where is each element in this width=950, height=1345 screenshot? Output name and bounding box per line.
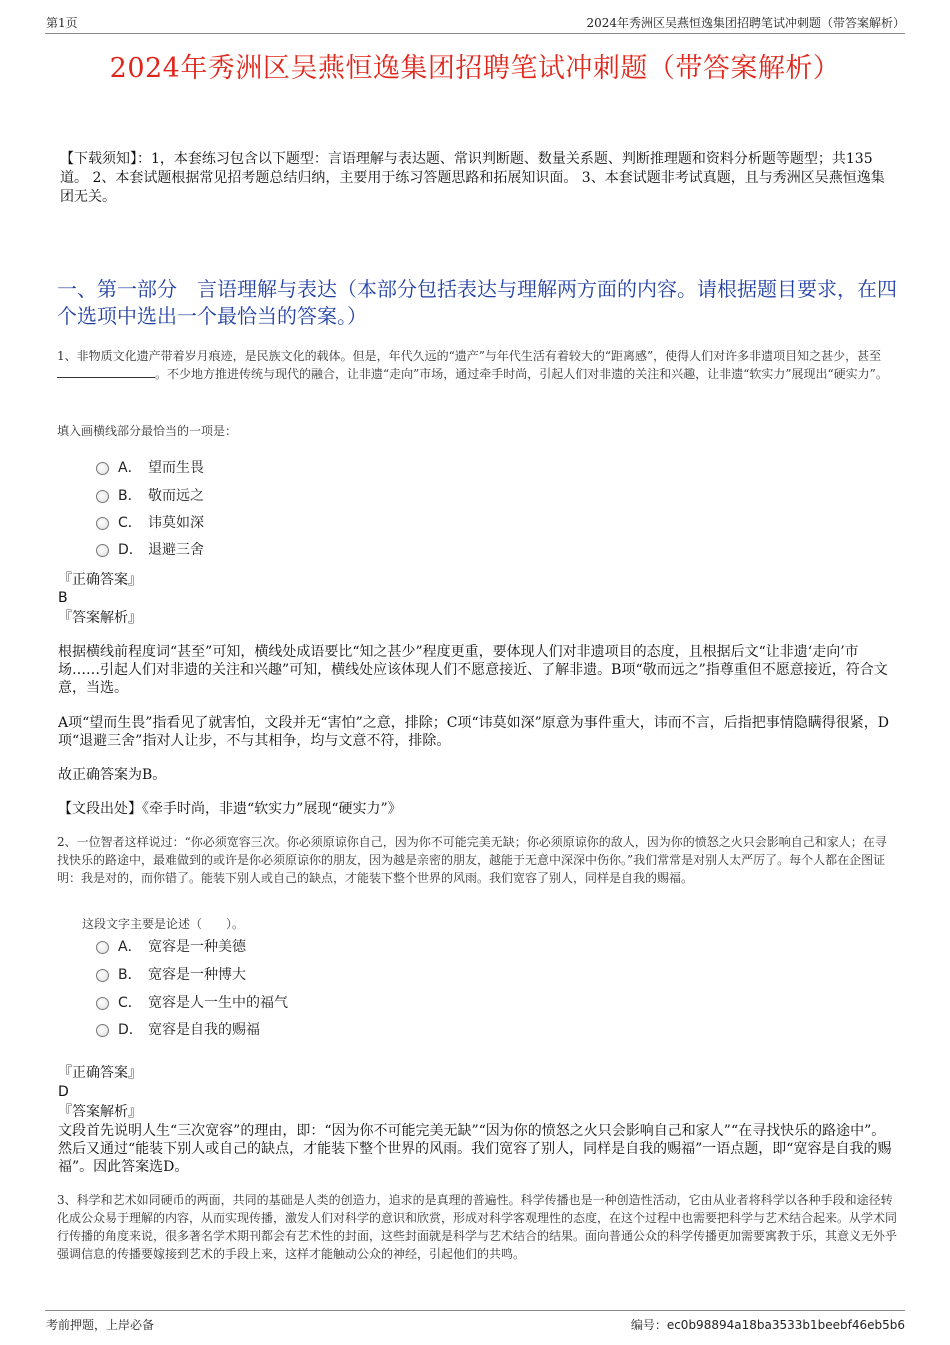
question-2-analysis: 文段首先说明人生“三次宽容”的理由，即：“因为你不可能完美无缺”“因为你的愤怒之火只会影响自己和家人”“在寻找快乐的路途中”。然后又通过“能装下别人或自己的缺点，才能装下整个世界的风雨。我们宽容了别人，同样是自我的赐福”一语点题，即“宽容是自我的赐福”。因此答案选D。: [58, 1123, 892, 1175]
option-text: 讳莫如深: [148, 515, 204, 531]
radio-icon[interactable]: [96, 941, 109, 954]
question-1-stem: [57, 347, 897, 383]
question-3-stem: 3、科学和艺术如同硬币的两面，共同的基础是人类的创造力，追求的是真理的普遍性。科学传播也是一种创造性活动，它由从业者将科学以各种手段和途径转化成公众易于理解的内容，从而实现传播，激发人们对科学的意识和欣赏，形成对科学客观理性的态度，在这个过程中也需要把科学与艺术结合起来。从学术同行传播的角度来说，很多著名学术期刊都会有艺术性的封面，这些封面就是科学与艺术结合的结果。面向普通公众的科学传播更加需要寓教于乐，其意义无外乎强调信息的传播要嫁接到艺术的手段上来，这样才能触动公众的神经，引起他们的共鸣。: [57, 1193, 898, 1261]
question-2-option-a[interactable]: [96, 936, 246, 956]
question-1-answer: B: [58, 590, 68, 606]
radio-icon[interactable]: [96, 517, 109, 530]
question-1-analysis-paragraph: 根据横线前程度词“甚至”可知，横线处成语要比“知之甚少”程度更重，要体现人们对非遗项目的态度，且根据后文“让非遗‘走向’市场……引起人们对非遗的关注和兴趣”可知，横线处应该体现人们不愿意接近、了解非遗。B项“敬而远之”指尊重但不愿意接近，符合文意，当选。: [58, 644, 888, 696]
question-2-answer-label: 『正确答案』: [58, 1065, 142, 1081]
option-letter: A．: [118, 460, 142, 476]
footer-divider: [45, 1310, 905, 1311]
question-2-option-b[interactable]: [96, 964, 246, 984]
option-letter: B．: [118, 967, 142, 983]
header-divider: [45, 33, 905, 34]
footer-code-label: 编号：: [630, 1318, 667, 1332]
option-letter: C．: [118, 515, 142, 531]
question-2-stem: 2、一位智者这样说过：“你必须宽容三次。你必须原谅你自己，因为你不可能完美无缺；你必须原谅你的敌人，因为你的愤怒之火只会影响自己和家人；在寻找快乐的路途中，最难做到的或许是你必须原谅你的朋友，因为越是亲密的朋友，越能于无意中深深中伤你。”我们常常是对别人太严厉了。每个人都在企图证明：我是对的，而你错了。能装下别人或自己的缺点，才能装下整个世界的风雨。我们宽容了别人，同样是自我的赐福。: [57, 835, 887, 885]
option-text: 望而生畏: [148, 460, 204, 476]
footer-code: [631, 1316, 905, 1333]
question-1-stem-part-b: 。不少地方推进传统与现代的融合，让非遗“走向”市场，通过牵手时尚，引起人们对非遗的关注和兴趣，让非遗“软实力”展现出“硬实力”。: [155, 367, 888, 381]
option-text: 宽容是人一生中的福气: [148, 995, 288, 1011]
option-letter: D．: [118, 542, 143, 558]
question-2-prompt: 这段文字主要是论述（ ）。: [82, 917, 245, 931]
section-heading: 一、第一部分 言语理解与表达（本部分包括表达与理解两方面的内容。请根据题目要求，在四个选项中选出一个最恰当的答案。）: [57, 277, 897, 328]
option-letter: D．: [118, 1022, 143, 1038]
radio-icon[interactable]: [96, 969, 109, 982]
radio-icon[interactable]: [96, 1024, 109, 1037]
option-text: 宽容是自我的赐福: [148, 1022, 260, 1038]
fill-blank: [57, 367, 155, 378]
page-title: 2024年秀洲区吴燕恒逸集团招聘笔试冲刺题（带答案解析）: [109, 53, 841, 84]
radio-icon[interactable]: [96, 997, 109, 1010]
question-2-analysis-label: 『答案解析』: [58, 1104, 142, 1120]
download-notice: 【下载须知】：1，本套练习包含以下题型：言语理解与表达题、常识判断题、数量关系题、判断推理题和资料分析题等题型；共135道。 2、本套试题根据常见招考题总结归纳，主要用于练习答题思路和拓展知识面。 3、本套试题非考试真题，且与秀洲区吴燕恒逸集团无关。: [60, 151, 885, 205]
option-text: 退避三舍: [148, 542, 204, 558]
option-letter: C．: [118, 995, 142, 1011]
question-1-answer-label: 『正确答案』: [58, 572, 142, 588]
question-1-analysis-paragraph: A项“望而生畏”指看见了就害怕，文段并无“害怕”之意，排除；C项“讳莫如深”原意为事件重大，讳而不言，后指把事情隐瞒得很紧，D项“退避三舍”指对人让步，不与其相争，均与文意不符，排除。: [58, 715, 889, 749]
question-1-option-a[interactable]: [96, 457, 204, 477]
option-letter: A．: [118, 939, 142, 955]
question-1-conclusion: 故正确答案为B。: [58, 767, 167, 783]
option-text: 敬而远之: [148, 488, 204, 504]
footer-code-value: ec0b98894a18ba3533b1beebf46eb5b6: [666, 1318, 905, 1332]
option-letter: B．: [118, 488, 142, 504]
question-1-stem-part-a: 1、非物质文化遗产带着岁月痕迹，是民族文化的载体。但是，年代久远的“遗产”与年代生活有着较大的“距离感”，使得人们对许多非遗项目知之甚少，甚至: [57, 349, 882, 363]
page-number: 第1页: [46, 16, 78, 30]
question-2-answer: D: [58, 1084, 69, 1100]
question-1-analysis-label: 『答案解析』: [58, 610, 142, 626]
option-text: 宽容是一种博大: [148, 967, 246, 983]
footer-slogan: 考前押题，上岸必备: [46, 1318, 155, 1332]
question-1-option-b[interactable]: [96, 485, 204, 505]
option-text: 宽容是一种美德: [148, 939, 246, 955]
header-doc-title: 2024年秀洲区吴燕恒逸集团招聘笔试冲刺题（带答案解析）: [586, 16, 905, 30]
question-1-option-c[interactable]: [96, 512, 204, 532]
radio-icon[interactable]: [96, 544, 109, 557]
radio-icon[interactable]: [96, 462, 109, 475]
question-1-option-d[interactable]: [96, 539, 204, 559]
question-1-source: 【文段出处】《牵手时尚，非遗“软实力”展现“硬实力”》: [58, 801, 402, 817]
question-2-option-d[interactable]: [96, 1019, 260, 1039]
question-2-option-c[interactable]: [96, 992, 288, 1012]
radio-icon[interactable]: [96, 490, 109, 503]
question-1-prompt: 填入画横线部分最恰当的一项是：: [57, 424, 238, 438]
